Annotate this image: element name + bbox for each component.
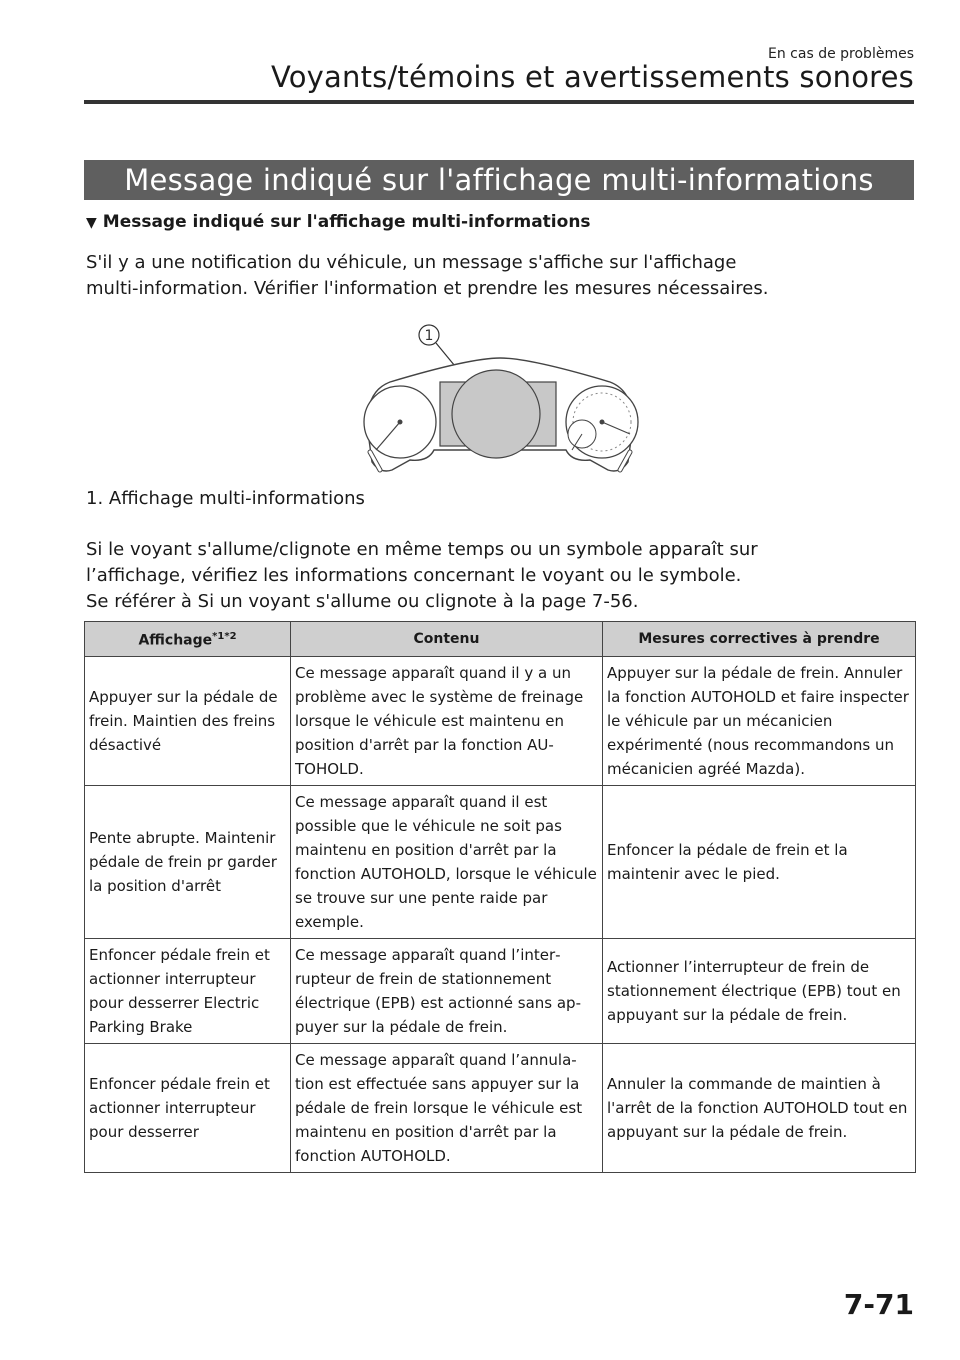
- cell-content: Ce message apparaît quand il est possible que le véhicule ne soit pas maintenu en position d'arrêt par la fonction AUTOHOLD, lorsque le véhicule se trouve sur une pente raide par exemple.: [291, 786, 603, 939]
- note-line-2: l’affichage, vérifiez les informations concernant le voyant ou le symbole.: [86, 565, 742, 586]
- cell-content: Ce message apparaît quand il y a un problème avec le système de freinage lorsque le véhicule est maintenu en position d'arrêt par la fonction AUTOHOLD.: [291, 657, 603, 786]
- cell-display: Pente abrupte. Maintenir pédale de frein pr garder la position d'arrêt: [85, 786, 291, 939]
- page-number: 7-71: [843, 1288, 914, 1321]
- callout-number: 1: [424, 328, 434, 344]
- table-row: [85, 657, 916, 786]
- cell-action: Annuler la commande de maintien à l'arrêt de la fonction AUTOHOLD tout en appuyant sur la pédale de frein.: [603, 1044, 916, 1173]
- cell-display: Enfoncer pédale frein et actionner interrupteur pour desserrer: [85, 1044, 291, 1173]
- cell-display: Enfoncer pédale frein et actionner interrupteur pour desserrer Electric Parking Brake: [85, 939, 291, 1044]
- table-row: [85, 786, 916, 939]
- header-content: Contenu: [291, 622, 603, 657]
- header-display: Affichage$^{*1*2}$: [85, 622, 291, 657]
- intro-paragraph: [86, 250, 768, 302]
- header-display-footnote: *1*2: [212, 631, 237, 643]
- cell-action: Actionner l’interrupteur de frein de stationnement électrique (EPB) tout en appuyant sur la pédale de frein.: [603, 939, 916, 1044]
- note-line-1: Si le voyant s'allume/clignote en même temps ou un symbole apparaît sur: [86, 539, 758, 560]
- chapter-title: En cas de problèmes: [768, 46, 914, 62]
- messages-table: [84, 621, 916, 1173]
- header-actions: Mesures correctives à prendre: [603, 622, 916, 657]
- instrument-cluster-illustration: [350, 322, 650, 482]
- table-row: [85, 1044, 916, 1173]
- header-rule: [84, 100, 914, 104]
- subheading: [86, 212, 591, 232]
- table-row: [85, 939, 916, 1044]
- table-header-row: [85, 622, 916, 657]
- cell-action: Enfoncer la pédale de frein et la maintenir avec le pied.: [603, 786, 916, 939]
- note-line-3: Se référer à Si un voyant s'allume ou clignote à la page 7-56.: [86, 591, 639, 612]
- section-banner: Message indiqué sur l'affichage multi-informations: [84, 160, 914, 200]
- cell-content: Ce message apparaît quand l’annulation est effectuée sans appuyer sur la pédale de frein lorsque le véhicule est maintenu en position d'arrêt par la fonction AUTOHOLD.: [291, 1044, 603, 1173]
- instrument-cluster-figure: [350, 322, 650, 486]
- intro-line-2: multi-information. Vérifier l'information et prendre les mesures nécessaires.: [86, 278, 769, 299]
- triangle-marker-icon: ▼: [86, 215, 97, 231]
- section-title: Voyants/témoins et avertissements sonores: [270, 60, 914, 94]
- figure-caption: 1. Affichage multi-informations: [86, 488, 365, 509]
- note-paragraph: [86, 537, 758, 615]
- intro-line-1: S'il y a une notification du véhicule, un message s'affiche sur l'affichage: [86, 252, 737, 273]
- cell-content: Ce message apparaît quand l’interrupteur de frein de stationnement électrique (EPB) est actionné sans appuyer sur la pédale de frein.: [291, 939, 603, 1044]
- cell-action: Appuyer sur la pédale de frein. Annuler la fonction AUTOHOLD et faire inspecter le véhicule par un mécanicien expérimenté (nous recommandons un mécanicien agréé Mazda).: [603, 657, 916, 786]
- cell-display: Appuyer sur la pédale de frein. Maintien des freins désactivé: [85, 657, 291, 786]
- subheading-text: Message indiqué sur l'affichage multi-informations: [102, 212, 591, 232]
